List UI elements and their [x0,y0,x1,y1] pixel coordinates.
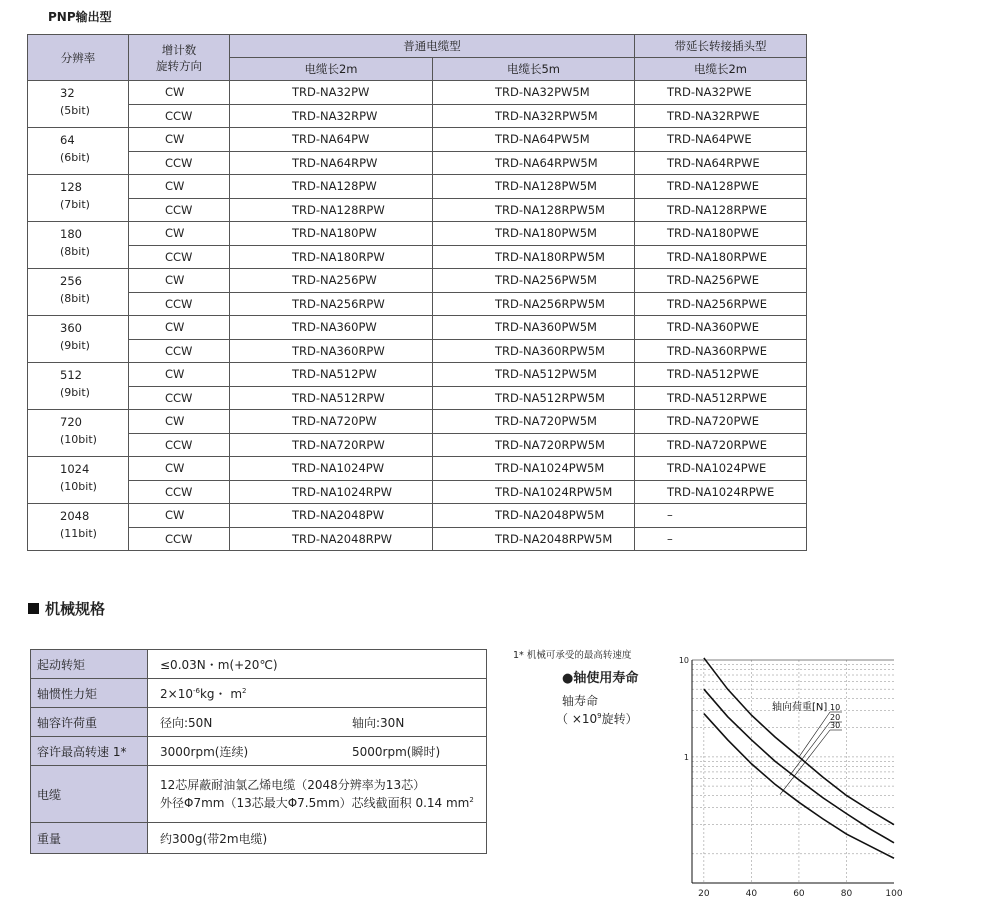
x-tick-label: 60 [793,889,805,899]
resolution-cell: 360 (9bit) [28,316,129,363]
table-row [28,198,807,222]
model-5m-cell: TRD-NA64RPW5M [433,151,635,175]
resolution-cell: 64 (6bit) [28,128,129,175]
spec-row-weight [31,823,487,854]
model-ext-cell: TRD-NA256RPWE [635,292,807,316]
direction-cell: CW [129,410,230,434]
model-ext-cell: – [635,504,807,528]
spec-label: 起动转矩 [31,650,148,679]
model-ext-cell: TRD-NA64PWE [635,128,807,152]
x-tick-label: 20 [698,889,710,899]
spec-value: 3000rpm(连续) 5000rpm(瞬时) [148,737,487,766]
table-row [28,245,807,269]
legend-title: 轴向荷重[N] [772,702,828,713]
direction-cell: CW [129,222,230,246]
direction-cell: CCW [129,527,230,551]
model-2m-cell: TRD-NA180RPW [230,245,433,269]
table-row [28,386,807,410]
legend-label-30: 30 [830,721,841,730]
x-tick-label: 80 [840,889,853,899]
header-len-5m: 电缆长5m [433,58,635,81]
model-2m-cell: TRD-NA720RPW [230,433,433,457]
model-ext-cell: TRD-NA128RPWE [635,198,807,222]
spec-label: 轴惯性力矩 [31,679,148,708]
header-normal-cable: 普通电缆型 [230,35,635,58]
direction-cell: CCW [129,292,230,316]
table-row [28,480,807,504]
direction-cell: CW [129,81,230,105]
model-5m-cell: TRD-NA2048PW5M [433,504,635,528]
x-tick-label: 100 [885,889,903,899]
shaft-life-unit: （ $\times 10^9$旋转） [556,712,638,726]
model-5m-cell: TRD-NA256RPW5M [433,292,635,316]
spec-row-shaft-load [31,708,487,737]
direction-cell: CCW [129,151,230,175]
legend-leader-line [789,722,830,776]
resolution-cell: 720 (10bit) [28,410,129,457]
table-row [28,269,807,293]
model-table [27,34,807,551]
direction-cell: CW [129,175,230,199]
x-tick-label: 40 [745,889,758,899]
table-row [28,504,807,528]
resolution-cell: 32 (5bit) [28,81,129,128]
spec-label: 容许最高转速 1* [31,737,148,766]
model-ext-cell: TRD-NA720RPWE [635,433,807,457]
resolution-cell: 128 (7bit) [28,175,129,222]
table-row [28,433,807,457]
header-direction [129,35,230,81]
spec-row-max-speed [31,737,487,766]
model-2m-cell: TRD-NA256RPW [230,292,433,316]
direction-cell: CCW [129,104,230,128]
model-ext-cell: TRD-NA180PWE [635,222,807,246]
table-row [28,316,807,340]
direction-cell: CCW [129,339,230,363]
y-tick-label: 1 [683,752,689,762]
model-ext-cell: TRD-NA1024RPWE [635,480,807,504]
model-ext-cell: TRD-NA512RPWE [635,386,807,410]
model-2m-cell: TRD-NA64RPW [230,151,433,175]
mech-spec-title [28,598,105,619]
direction-cell: CCW [129,480,230,504]
header-resolution: 分辨率 [28,35,129,81]
spec-row-cable [31,766,487,823]
model-5m-cell: TRD-NA1024RPW5M [433,480,635,504]
header-ext-len-2m: 电缆长2m [635,58,807,81]
header-ext-cable: 带延长转接插头型 [635,35,807,58]
spec-value: $2\times 10^{-6}kg$・ $m^2$ [148,679,487,708]
resolution-cell: 180 (8bit) [28,222,129,269]
shaft-life-title: ●轴使用寿命 [562,671,639,686]
model-ext-cell: TRD-NA128PWE [635,175,807,199]
model-ext-cell: TRD-NA32PWE [635,81,807,105]
model-5m-cell: TRD-NA360RPW5M [433,339,635,363]
table-row [28,363,807,387]
model-2m-cell: TRD-NA1024RPW [230,480,433,504]
shaft-life-label: 轴寿命 [562,694,599,708]
table-row [28,104,807,128]
header-direction-line1: 增计数 [161,42,197,57]
model-2m-cell: TRD-NA512RPW [230,386,433,410]
model-ext-cell: TRD-NA1024PWE [635,457,807,481]
model-5m-cell: TRD-NA128RPW5M [433,198,635,222]
model-ext-cell: TRD-NA256PWE [635,269,807,293]
model-5m-cell: TRD-NA64PW5M [433,128,635,152]
y-tick-label: 10 [678,656,689,665]
spec-row-inertia [31,679,487,708]
model-5m-cell: TRD-NA720PW5M [433,410,635,434]
model-5m-cell: TRD-NA1024PW5M [433,457,635,481]
model-2m-cell: TRD-NA2048RPW [230,527,433,551]
model-2m-cell: TRD-NA64PW [230,128,433,152]
table-row [28,128,807,152]
model-2m-cell: TRD-NA256PW [230,269,433,293]
table-row [28,175,807,199]
model-2m-cell: TRD-NA32RPW [230,104,433,128]
resolution-cell: 2048 (11bit) [28,504,129,551]
spec-label: 电缆 [31,766,148,823]
pnp-title: PNP输出型 [48,10,112,24]
table-row [28,292,807,316]
spec-value: 约300g(带2m电缆) [148,823,487,854]
model-2m-cell: TRD-NA720PW [230,410,433,434]
header-len-2m: 电缆长2m [230,58,433,81]
direction-cell: CCW [129,198,230,222]
model-ext-cell: TRD-NA360RPWE [635,339,807,363]
model-5m-cell: TRD-NA180RPW5M [433,245,635,269]
model-2m-cell: TRD-NA1024PW [230,457,433,481]
direction-cell: CCW [129,433,230,457]
spec-value: ≤0.03N・m(+20℃) [148,650,487,679]
model-5m-cell: TRD-NA32RPW5M [433,104,635,128]
model-5m-cell: TRD-NA128PW5M [433,175,635,199]
spec-table [30,649,487,854]
footnote: 1* 机械可承受的最高转速度 [513,650,632,661]
spec-value: 径向:50N 轴向:30N [148,708,487,737]
header-direction-line2: 旋转方向 [156,58,202,73]
resolution-cell: 1024 (10bit) [28,457,129,504]
mech-spec-title-text: 机械规格 [45,600,106,618]
spec-label: 重量 [31,823,148,854]
model-2m-cell: TRD-NA2048PW [230,504,433,528]
spec-label: 轴容许荷重 [31,708,148,737]
table-row [28,527,807,551]
direction-cell: CW [129,316,230,340]
direction-cell: CCW [129,245,230,269]
direction-cell: CW [129,363,230,387]
spec-row-start-torque [31,650,487,679]
resolution-cell: 512 (9bit) [28,363,129,410]
table-row [28,151,807,175]
model-5m-cell: TRD-NA512RPW5M [433,386,635,410]
square-bullet-icon [28,603,39,614]
model-ext-cell: TRD-NA512PWE [635,363,807,387]
model-ext-cell: TRD-NA32RPWE [635,104,807,128]
table-row [28,339,807,363]
table-row [28,222,807,246]
direction-cell: CW [129,457,230,481]
model-ext-cell: TRD-NA64RPWE [635,151,807,175]
table-row [28,457,807,481]
table-row [28,410,807,434]
model-ext-cell: TRD-NA360PWE [635,316,807,340]
model-5m-cell: TRD-NA180PW5M [433,222,635,246]
model-2m-cell: TRD-NA512PW [230,363,433,387]
model-5m-cell: TRD-NA32PW5M [433,81,635,105]
model-5m-cell: TRD-NA2048RPW5M [433,527,635,551]
direction-cell: CW [129,504,230,528]
shaft-life-chart [672,650,907,900]
direction-cell: CW [129,128,230,152]
model-ext-cell: TRD-NA180RPWE [635,245,807,269]
resolution-cell: 256 (8bit) [28,269,129,316]
model-ext-cell: TRD-NA720PWE [635,410,807,434]
model-2m-cell: TRD-NA360RPW [230,339,433,363]
spec-value: 12芯屏蔽耐油氯乙烯电缆（2048分辨率为13芯） 外径Φ7mm（13芯最大Φ7.5mm）芯线截面积 0.14 $mm^2$ [148,766,487,823]
model-5m-cell: TRD-NA720RPW5M [433,433,635,457]
model-2m-cell: TRD-NA180PW [230,222,433,246]
model-5m-cell: TRD-NA256PW5M [433,269,635,293]
model-2m-cell: TRD-NA32PW [230,81,433,105]
model-5m-cell: TRD-NA512PW5M [433,363,635,387]
model-2m-cell: TRD-NA128PW [230,175,433,199]
legend-label-10: 10 [830,703,841,712]
model-5m-cell: TRD-NA360PW5M [433,316,635,340]
direction-cell: CCW [129,386,230,410]
model-2m-cell: TRD-NA128RPW [230,198,433,222]
model-2m-cell: TRD-NA360PW [230,316,433,340]
direction-cell: CW [129,269,230,293]
legend-label-20: 20 [830,713,841,722]
model-ext-cell: – [635,527,807,551]
table-row [28,81,807,105]
